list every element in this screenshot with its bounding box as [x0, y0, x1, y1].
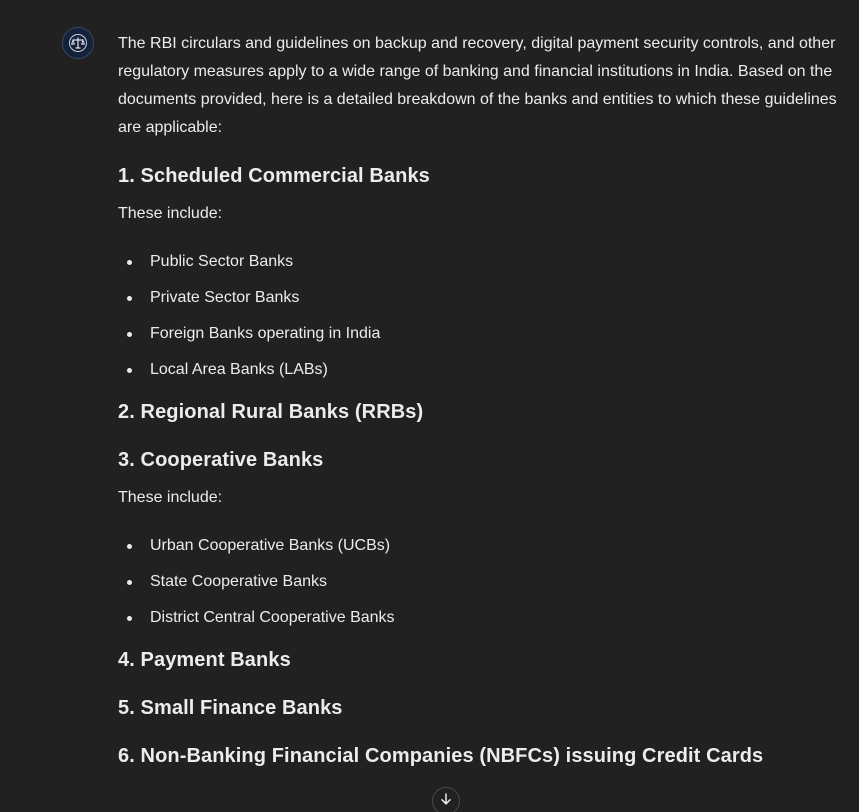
- scroll-to-bottom-button[interactable]: [432, 787, 460, 812]
- list-item-text: State Cooperative Banks: [150, 573, 327, 590]
- list-item: [118, 356, 838, 392]
- bullet-icon: [127, 332, 132, 337]
- list-item: [118, 532, 838, 568]
- bullet-icon: [127, 544, 132, 549]
- section-heading: 6. Non-Banking Financial Companies (NBFCs) issuing Credit Cards: [118, 745, 764, 767]
- list-item: [118, 568, 838, 604]
- section-heading: 3. Cooperative Banks: [118, 449, 324, 471]
- bullet-icon: [127, 368, 132, 373]
- list-item: [118, 248, 838, 284]
- section-heading: 2. Regional Rural Banks (RRBs): [118, 401, 424, 423]
- bullet-icon: [127, 296, 132, 301]
- list-item-text: District Central Cooperative Banks: [150, 609, 395, 626]
- bullet-list: [118, 248, 838, 392]
- bullet-list: [118, 532, 838, 640]
- list-item-text: Public Sector Banks: [150, 253, 294, 270]
- section-heading: 5. Small Finance Banks: [118, 697, 343, 719]
- list-item: [118, 284, 838, 320]
- section-heading: 4. Payment Banks: [118, 649, 291, 671]
- list-item-text: Foreign Banks operating in India: [150, 325, 381, 342]
- bullet-icon: [127, 580, 132, 585]
- arrow-down-icon: [439, 792, 453, 811]
- message-intro: The RBI circulars and guidelines on backup and recovery, digital payment security controls, and other regulatory measures apply to a wide range of banking and financial institutions in India. Based on the documents provided, here is a detailed breakdown of the banks and entities to which these guidelines are applicable:: [118, 35, 837, 136]
- list-item-text: Local Area Banks (LABs): [150, 361, 328, 378]
- assistant-message: [118, 30, 838, 770]
- list-item: [118, 320, 838, 356]
- list-item-text: Private Sector Banks: [150, 289, 300, 306]
- list-item-text: Urban Cooperative Banks (UCBs): [150, 537, 391, 554]
- section-subtext: These include:: [118, 489, 223, 506]
- section-subtext: These include:: [118, 205, 223, 222]
- bullet-icon: [127, 260, 132, 265]
- assistant-avatar: [62, 27, 94, 59]
- scales-of-justice-icon: [68, 33, 88, 53]
- section-heading: 1. Scheduled Commercial Banks: [118, 165, 430, 187]
- list-item: [118, 604, 838, 640]
- bullet-icon: [127, 616, 132, 621]
